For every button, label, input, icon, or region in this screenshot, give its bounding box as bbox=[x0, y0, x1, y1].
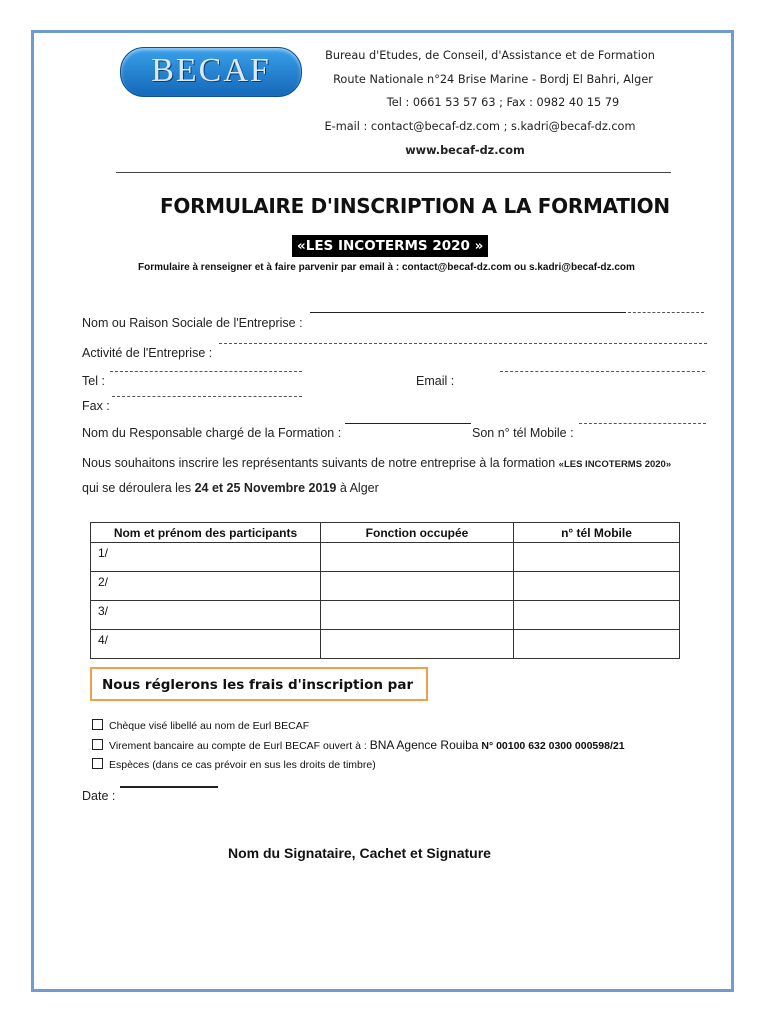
header-line-2: Route Nationale n°24 Brise Marine - Bordj El Bahri, Alger bbox=[333, 73, 653, 86]
checkbox-icon[interactable] bbox=[92, 739, 103, 750]
email-label: Email : bbox=[416, 374, 455, 388]
signature-label: Nom du Signataire, Cachet et Signature bbox=[228, 845, 491, 861]
header-line-4: E-mail : contact@becaf-dz.com ; s.kadri@becaf-dz.com bbox=[324, 120, 636, 133]
responsible-input[interactable] bbox=[345, 423, 471, 424]
table-row bbox=[91, 601, 680, 630]
table-row bbox=[91, 572, 680, 601]
fax-label: Fax : bbox=[82, 399, 110, 413]
payment-option-cheque bbox=[92, 719, 309, 732]
company-name-label: Nom ou Raison Sociale de l'Entreprise : bbox=[82, 316, 303, 330]
fax-input[interactable] bbox=[112, 396, 302, 397]
tel-input[interactable] bbox=[110, 371, 302, 372]
statement-line-1 bbox=[82, 456, 671, 470]
logo-text: BECAF bbox=[151, 52, 271, 89]
checkbox-icon[interactable] bbox=[92, 719, 103, 730]
participant-function-cell[interactable] bbox=[321, 601, 514, 630]
participant-name-cell[interactable]: 2/ bbox=[91, 572, 321, 601]
participant-function-cell[interactable] bbox=[321, 630, 514, 659]
form-title: FORMULAIRE D'INSCRIPTION A LA FORMATION bbox=[160, 194, 670, 218]
date-label: Date : bbox=[82, 789, 116, 803]
mobile-input[interactable] bbox=[579, 423, 706, 424]
bank-name: BNA Agence Rouiba bbox=[369, 738, 479, 752]
statement-prefix: qui se déroulera les bbox=[82, 481, 192, 495]
statement-training: «LES INCOTERMS 2020» bbox=[558, 459, 672, 470]
header-line-3: Tel : 0661 53 57 63 ; Fax : 0982 40 15 79 bbox=[386, 96, 620, 109]
col-header-function: Fonction occupée bbox=[321, 523, 514, 543]
option-label: Chèque visé libellé au nom de Eurl BECAF bbox=[109, 720, 310, 732]
statement-line-2 bbox=[82, 481, 379, 495]
tel-label: Tel : bbox=[82, 374, 105, 388]
participant-name-cell[interactable]: 1/ bbox=[91, 543, 321, 572]
mobile-label: Son n° tél Mobile : bbox=[472, 426, 574, 440]
responsible-label: Nom du Responsable chargé de la Formation : bbox=[82, 426, 342, 440]
email-input[interactable] bbox=[500, 371, 705, 372]
statement-suffix: à Alger bbox=[339, 481, 379, 495]
activity-input[interactable] bbox=[219, 343, 707, 344]
table-row bbox=[91, 630, 680, 659]
option-label: Virement bancaire au compte de Eurl BECAF ouvert à : bbox=[109, 740, 367, 752]
col-header-mobile: n° tél Mobile bbox=[514, 523, 680, 543]
checkbox-icon[interactable] bbox=[92, 758, 103, 769]
table-header-row bbox=[91, 523, 680, 543]
payment-option-cash bbox=[92, 758, 376, 771]
header-website: www.becaf-dz.com bbox=[405, 144, 525, 157]
col-header-name: Nom et prénom des participants bbox=[91, 523, 321, 543]
participant-function-cell[interactable] bbox=[321, 572, 514, 601]
statement-dates: 24 et 25 Novembre 2019 bbox=[194, 481, 337, 495]
header-divider bbox=[116, 172, 671, 173]
date-input[interactable] bbox=[120, 786, 218, 788]
company-name-input[interactable] bbox=[310, 312, 626, 313]
becaf-logo bbox=[120, 47, 302, 97]
participants-table bbox=[90, 522, 680, 659]
option-label: Espèces (dans ce cas prévoir en sus les droits de timbre) bbox=[109, 759, 376, 771]
participant-name-cell[interactable]: 4/ bbox=[91, 630, 321, 659]
form-instruction: Formulaire à renseigner et à faire parvenir par email à : contact@becaf-dz.com ou s.kadri@becaf-dz.com bbox=[138, 262, 635, 273]
table-row bbox=[91, 543, 680, 572]
participant-mobile-cell[interactable] bbox=[514, 543, 680, 572]
statement-text: Nous souhaitons inscrire les représentants suivants de notre entreprise à la formation bbox=[82, 456, 556, 470]
participant-function-cell[interactable] bbox=[321, 543, 514, 572]
company-name-input-ext[interactable] bbox=[628, 312, 704, 313]
form-subtitle: «LES INCOTERMS 2020 » bbox=[292, 235, 488, 257]
participant-mobile-cell[interactable] bbox=[514, 572, 680, 601]
payment-option-transfer bbox=[92, 738, 625, 752]
payment-heading: Nous réglerons les frais d'inscription par bbox=[90, 667, 428, 701]
header-line-1: Bureau d'Etudes, de Conseil, d'Assistance et de Formation bbox=[325, 49, 655, 62]
participant-mobile-cell[interactable] bbox=[514, 601, 680, 630]
bank-account: N° 00100 632 0300 000598/21 bbox=[481, 740, 625, 752]
participant-name-cell[interactable]: 3/ bbox=[91, 601, 321, 630]
participant-mobile-cell[interactable] bbox=[514, 630, 680, 659]
activity-label: Activité de l'Entreprise : bbox=[82, 346, 213, 360]
